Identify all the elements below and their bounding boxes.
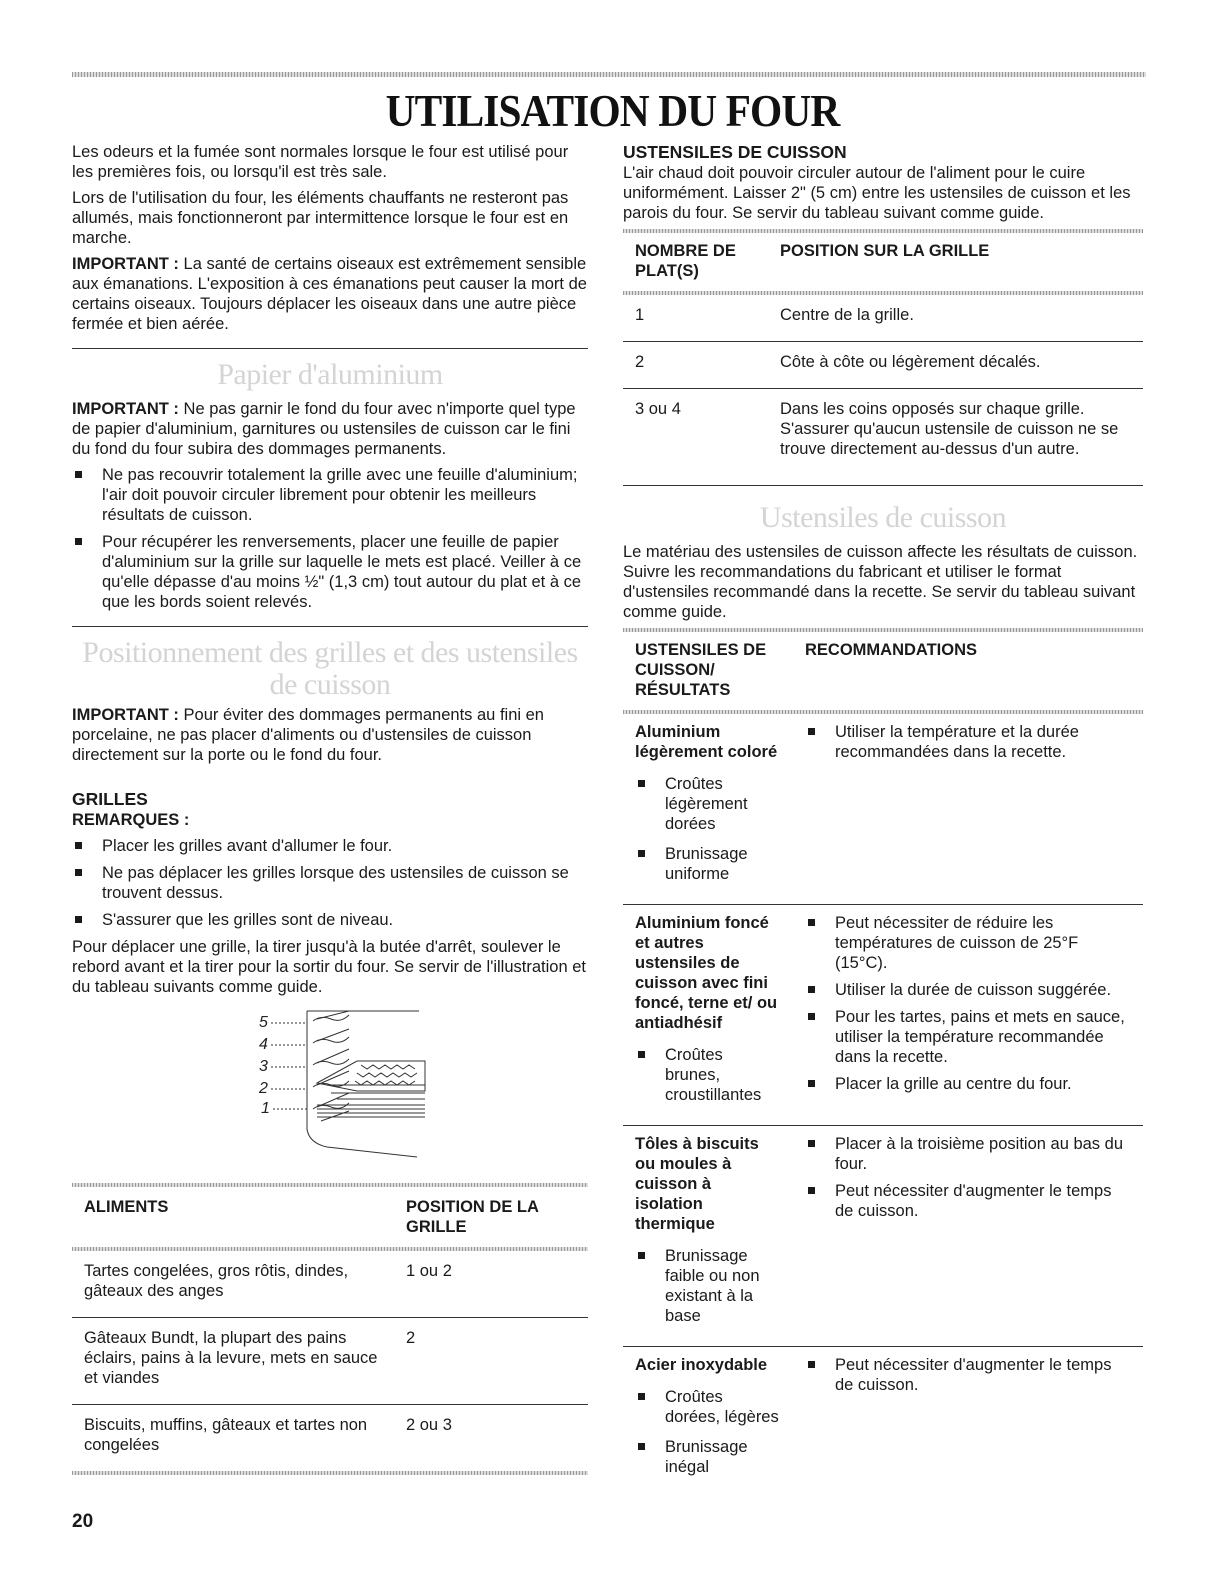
oven-rack-icon — [257, 1009, 437, 1159]
list-item: Ne pas déplacer les grilles lorsque des ustensiles de cuisson se trouvent dessus. — [72, 863, 588, 903]
list-item: Peut nécessiter d'augmenter le temps de cuisson. — [805, 1181, 1131, 1221]
table-cell — [793, 714, 1143, 905]
list-item: Croûtes légèrement dorées — [635, 774, 781, 834]
intro-important — [72, 254, 588, 334]
remarques-list — [72, 836, 588, 930]
recommendations-list — [805, 1355, 1131, 1395]
table-header-recommandations: RECOMMANDATIONS — [805, 641, 978, 659]
pan-count-table — [623, 233, 1143, 486]
recommendations-list — [805, 913, 1131, 1094]
table-cell: 1 — [623, 295, 768, 342]
title-line: Positionnement des grilles et des ustensiles — [82, 636, 578, 669]
bakeware-section-title: Ustensiles de cuisson — [759, 501, 1007, 534]
recommendations-list — [805, 1134, 1131, 1221]
table-cell: 2 — [623, 342, 768, 389]
table-row — [72, 1318, 588, 1405]
list-item: Utiliser la température et la durée recommandées dans la recette. — [805, 722, 1131, 762]
table-row — [623, 1126, 1143, 1347]
bakeware-name: Aluminium légèrement coloré — [635, 723, 778, 761]
table-header-nombre: NOMBRE DE PLAT(S) — [635, 242, 736, 280]
positioning-section-title — [72, 637, 588, 701]
bakeware-table — [623, 632, 1143, 1497]
important-label: IMPORTANT : — [72, 706, 179, 724]
table-cell: Centre de la grille. — [768, 295, 1143, 342]
important-label: IMPORTANT : — [72, 400, 179, 418]
table-cell: Biscuits, muffins, gâteaux et tartes non congelées — [84, 1416, 368, 1454]
list-item: Pour récupérer les renversements, placer une feuille de papier d'aluminium sur la grille sur laquelle le mets est placé. Veiller à ce qu'elle dépasse d'au moins ½" (1,3 cm) tout autour du plat et à ce que les bords soient relevés. — [72, 532, 588, 612]
list-item: Brunissage faible ou non existant à la base — [635, 1246, 781, 1326]
title-line: de cuisson — [269, 668, 391, 701]
list-item: Peut nécessiter d'augmenter le temps de cuisson. — [805, 1355, 1131, 1395]
left-column — [72, 142, 588, 1475]
list-item: Croûtes dorées, légères — [635, 1387, 781, 1427]
list-item: Brunissage uniforme — [635, 844, 781, 884]
table-row — [623, 714, 1143, 905]
table-cell: 3 ou 4 — [623, 389, 768, 486]
table-cell — [793, 905, 1143, 1126]
page-number: 20 — [72, 1511, 94, 1532]
grilles-heading: GRILLES — [72, 789, 148, 809]
table-cell — [793, 1126, 1143, 1347]
bakeware-name: Aluminium foncé et autres ustensiles de cuisson avec fini foncé, terne et/ ou antiadhésif — [635, 914, 778, 1032]
results-list — [635, 774, 781, 884]
results-list — [635, 1387, 781, 1477]
food-rack-table — [72, 1187, 588, 1471]
table-cell — [623, 714, 793, 905]
bakeware-text: Le matériau des ustensiles de cuisson affecte les résultats de cuisson. Suivre les recommandations du fabricant et utiliser le format d'ustensiles recommandé dans la recette. Se servir du tableau suivant comme guide. — [623, 543, 1138, 621]
table-cell: Gâteaux Bundt, la plupart des pains éclairs, pains à la levure, mets en sauce et viandes — [72, 1318, 394, 1405]
section-divider — [72, 626, 588, 627]
top-rule — [72, 72, 1146, 77]
list-item: S'assurer que les grilles sont de niveau. — [72, 910, 588, 930]
rack-number-label: 2 — [259, 1080, 268, 1097]
move-rack-text: Pour déplacer une grille, la tirer jusqu'à la butée d'arrêt, soulever le rebord avant et la tirer pour la sortir du four. Se servir de l'illustration et du tableau suivants comme guide. — [72, 938, 586, 996]
rack-number-label: 3 — [259, 1058, 268, 1075]
table-cell: Côte à côte ou légèrement décalés. — [768, 342, 1143, 389]
section-divider — [72, 348, 588, 349]
list-item: Ne pas recouvrir totalement la grille avec une feuille d'aluminium; l'air doit pouvoir circuler librement pour obtenir les meilleurs résultats de cuisson. — [72, 465, 588, 525]
table-header-position: POSITION DE LA GRILLE — [406, 1198, 539, 1236]
table-row — [623, 905, 1143, 1126]
foil-important — [72, 399, 588, 459]
rack-number-label: 1 — [261, 1100, 270, 1117]
table-cell: Dans les coins opposés sur chaque grille. S'assurer qu'aucun ustensile de cuisson ne se trouve directement au-dessus d'un autre. — [768, 389, 1143, 486]
results-list — [635, 1246, 781, 1326]
bakeware-name: Tôles à biscuits ou moules à cuisson à isolation thermique — [635, 1135, 759, 1233]
ustensiles-text: L'air chaud doit pouvoir circuler autour de l'aliment pour le cuire uniformément. Laisser 2" (5 cm) entre les ustensiles de cuisson et les parois du four. Se servir du tableau suivant comme guide. — [623, 164, 1131, 222]
rack-number-label: 5 — [259, 1014, 268, 1031]
important-text: Ne pas garnir le fond du four avec n'importe quel type de papier d'aluminium, garnitures ou ustensiles de cuisson car le fini du fond du four subira des dommages permanents. — [72, 400, 576, 458]
table-row — [623, 1347, 1143, 1498]
rack-positions-illustration — [257, 1009, 437, 1159]
right-column — [623, 142, 1143, 1497]
rack-number-label: 4 — [259, 1036, 268, 1053]
table-header-ustensiles: USTENSILES DE CUISSON/ RÉSULTATS — [635, 641, 767, 699]
intro-paragraph-2: Lors de l'utilisation du four, les éléments chauffants ne resteront pas allumés, mais fonctionneront par intermittence lorsque le four est en marche. — [72, 189, 569, 247]
table-cell — [793, 1347, 1143, 1498]
list-item: Utiliser la durée de cuisson suggérée. — [805, 980, 1131, 1000]
table-cell: 2 ou 3 — [406, 1416, 452, 1434]
important-label: IMPORTANT : — [72, 255, 179, 273]
table-bottom-rule — [72, 1471, 588, 1475]
table-cell — [623, 1347, 793, 1498]
intro-paragraph-1: Les odeurs et la fumée sont normales lorsque le four est utilisé pour les premières fois, ou lorsqu'il est très sale. — [72, 143, 569, 181]
positioning-important — [72, 705, 588, 765]
list-item: Croûtes brunes, croustillantes — [635, 1045, 781, 1105]
ustensiles-heading: USTENSILES DE CUISSON — [623, 142, 847, 162]
list-item: Placer à la troisième position au bas du four. — [805, 1134, 1131, 1174]
list-item: Placer les grilles avant d'allumer le four. — [72, 836, 588, 856]
table-cell — [623, 1126, 793, 1347]
list-item: Pour les tartes, pains et mets en sauce, utiliser la température recommandée dans la recette. — [805, 1007, 1131, 1067]
table-header-position: POSITION SUR LA GRILLE — [780, 242, 990, 260]
table-cell — [623, 905, 793, 1126]
list-item: Brunissage inégal — [635, 1437, 781, 1477]
remarques-heading: REMARQUES : — [72, 811, 190, 829]
page-title: UTILISATION DU FOUR — [385, 85, 840, 136]
list-item: Peut nécessiter de réduire les températures de cuisson de 25°F (15°C). — [805, 913, 1131, 973]
table-row — [72, 1405, 588, 1472]
table-cell: Tartes congelées, gros rôtis, dindes, gâteaux des anges — [72, 1251, 394, 1318]
table-row — [623, 295, 1143, 342]
recommendations-list — [805, 722, 1131, 762]
list-item: Placer la grille au centre du four. — [805, 1074, 1131, 1094]
foil-bullet-list — [72, 465, 588, 612]
table-row — [623, 342, 1143, 389]
results-list — [635, 1045, 781, 1105]
important-text: Pour éviter des dommages permanents au fini en porcelaine, ne pas placer d'aliments ou d'ustensiles de cuisson directement sur la porte ou le fond du four. — [72, 706, 544, 764]
important-text: La santé de certains oiseaux est extrêmement sensible aux émanations. L'exposition à ces émanations peut causer la mort de certains oiseaux. Toujours déplacer les oiseaux dans une autre pièce fermée et bien aérée. — [72, 255, 587, 333]
table-row — [623, 389, 1143, 486]
table-cell: 2 — [394, 1318, 588, 1405]
table-row — [72, 1251, 588, 1318]
bakeware-name: Acier inoxydable — [635, 1356, 768, 1374]
table-cell: 1 ou 2 — [394, 1251, 588, 1318]
table-header-aliments: ALIMENTS — [84, 1198, 169, 1216]
foil-section-title: Papier d'aluminium — [217, 358, 443, 391]
